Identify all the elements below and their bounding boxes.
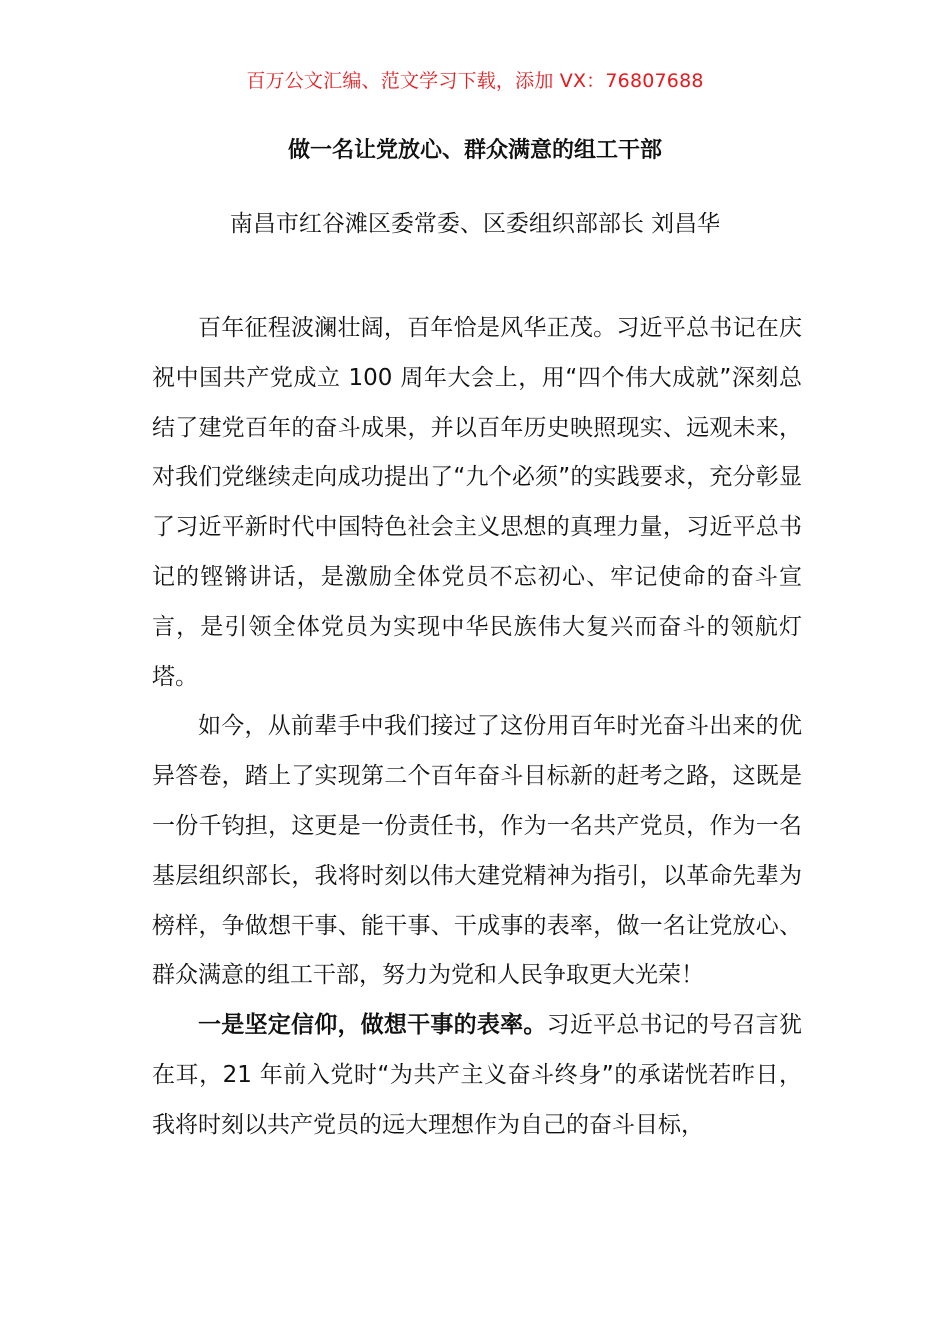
document-body: [152, 304, 802, 1151]
paragraph-1-text: 百年征程波澜壮阔，百年恰是风华正茂。习近平总书记在庆祝中国共产党成立 100 周年大会上，用“四个伟大成就”深刻总结了建党百年的奋斗成果，并以百年历史映照现实、远观未来，对我们党继续走向成功提出了“九个必须”的实践要求，充分彰显了习近平新时代中国特色社会主义思想的真理力量，习近平总书记的铿锵讲话，是激励全体党员不忘初心、牢记使命的奋斗宣言，是引领全体党员为实现中华民族伟大复兴而奋斗的领航灯塔。: [152, 315, 802, 690]
document-title: 做一名让党放心、群众满意的组工干部: [287, 138, 662, 163]
paragraph-2-text: 如今，从前辈手中我们接过了这份用百年时光奋斗出来的优异答卷，踏上了实现第二个百年奋斗目标新的赶考之路，这既是一份千钧担，这更是一份责任书，作为一名共产党员，作为一名基层组织部长，我将时刻以伟大建党精神为指引，以革命先辈为榜样，争做想干事、能干事、干成事的表率，做一名让党放心、群众满意的组工干部，努力为党和人民争取更大光荣！: [152, 713, 802, 989]
paragraph-1: [152, 304, 802, 702]
document-author: 南昌市红谷滩区委常委、区委组织部部长 刘昌华: [229, 211, 721, 237]
paragraph-2: [152, 702, 802, 1001]
paragraph-3: [152, 1001, 802, 1150]
paragraph-3-lead: 一是坚定信仰，做想干事的表率。: [198, 1012, 547, 1039]
paragraph-3-text: 习近平总书记的号召言犹在耳，21 年前入党时“为共产主义奋斗终身”的承诺恍若昨日，我将时刻以共产党员的远大理想作为自己的奋斗目标，: [152, 1012, 803, 1138]
header-banner: 百万公文汇编、范文学习下载，添加 VX：76807688: [246, 70, 704, 92]
